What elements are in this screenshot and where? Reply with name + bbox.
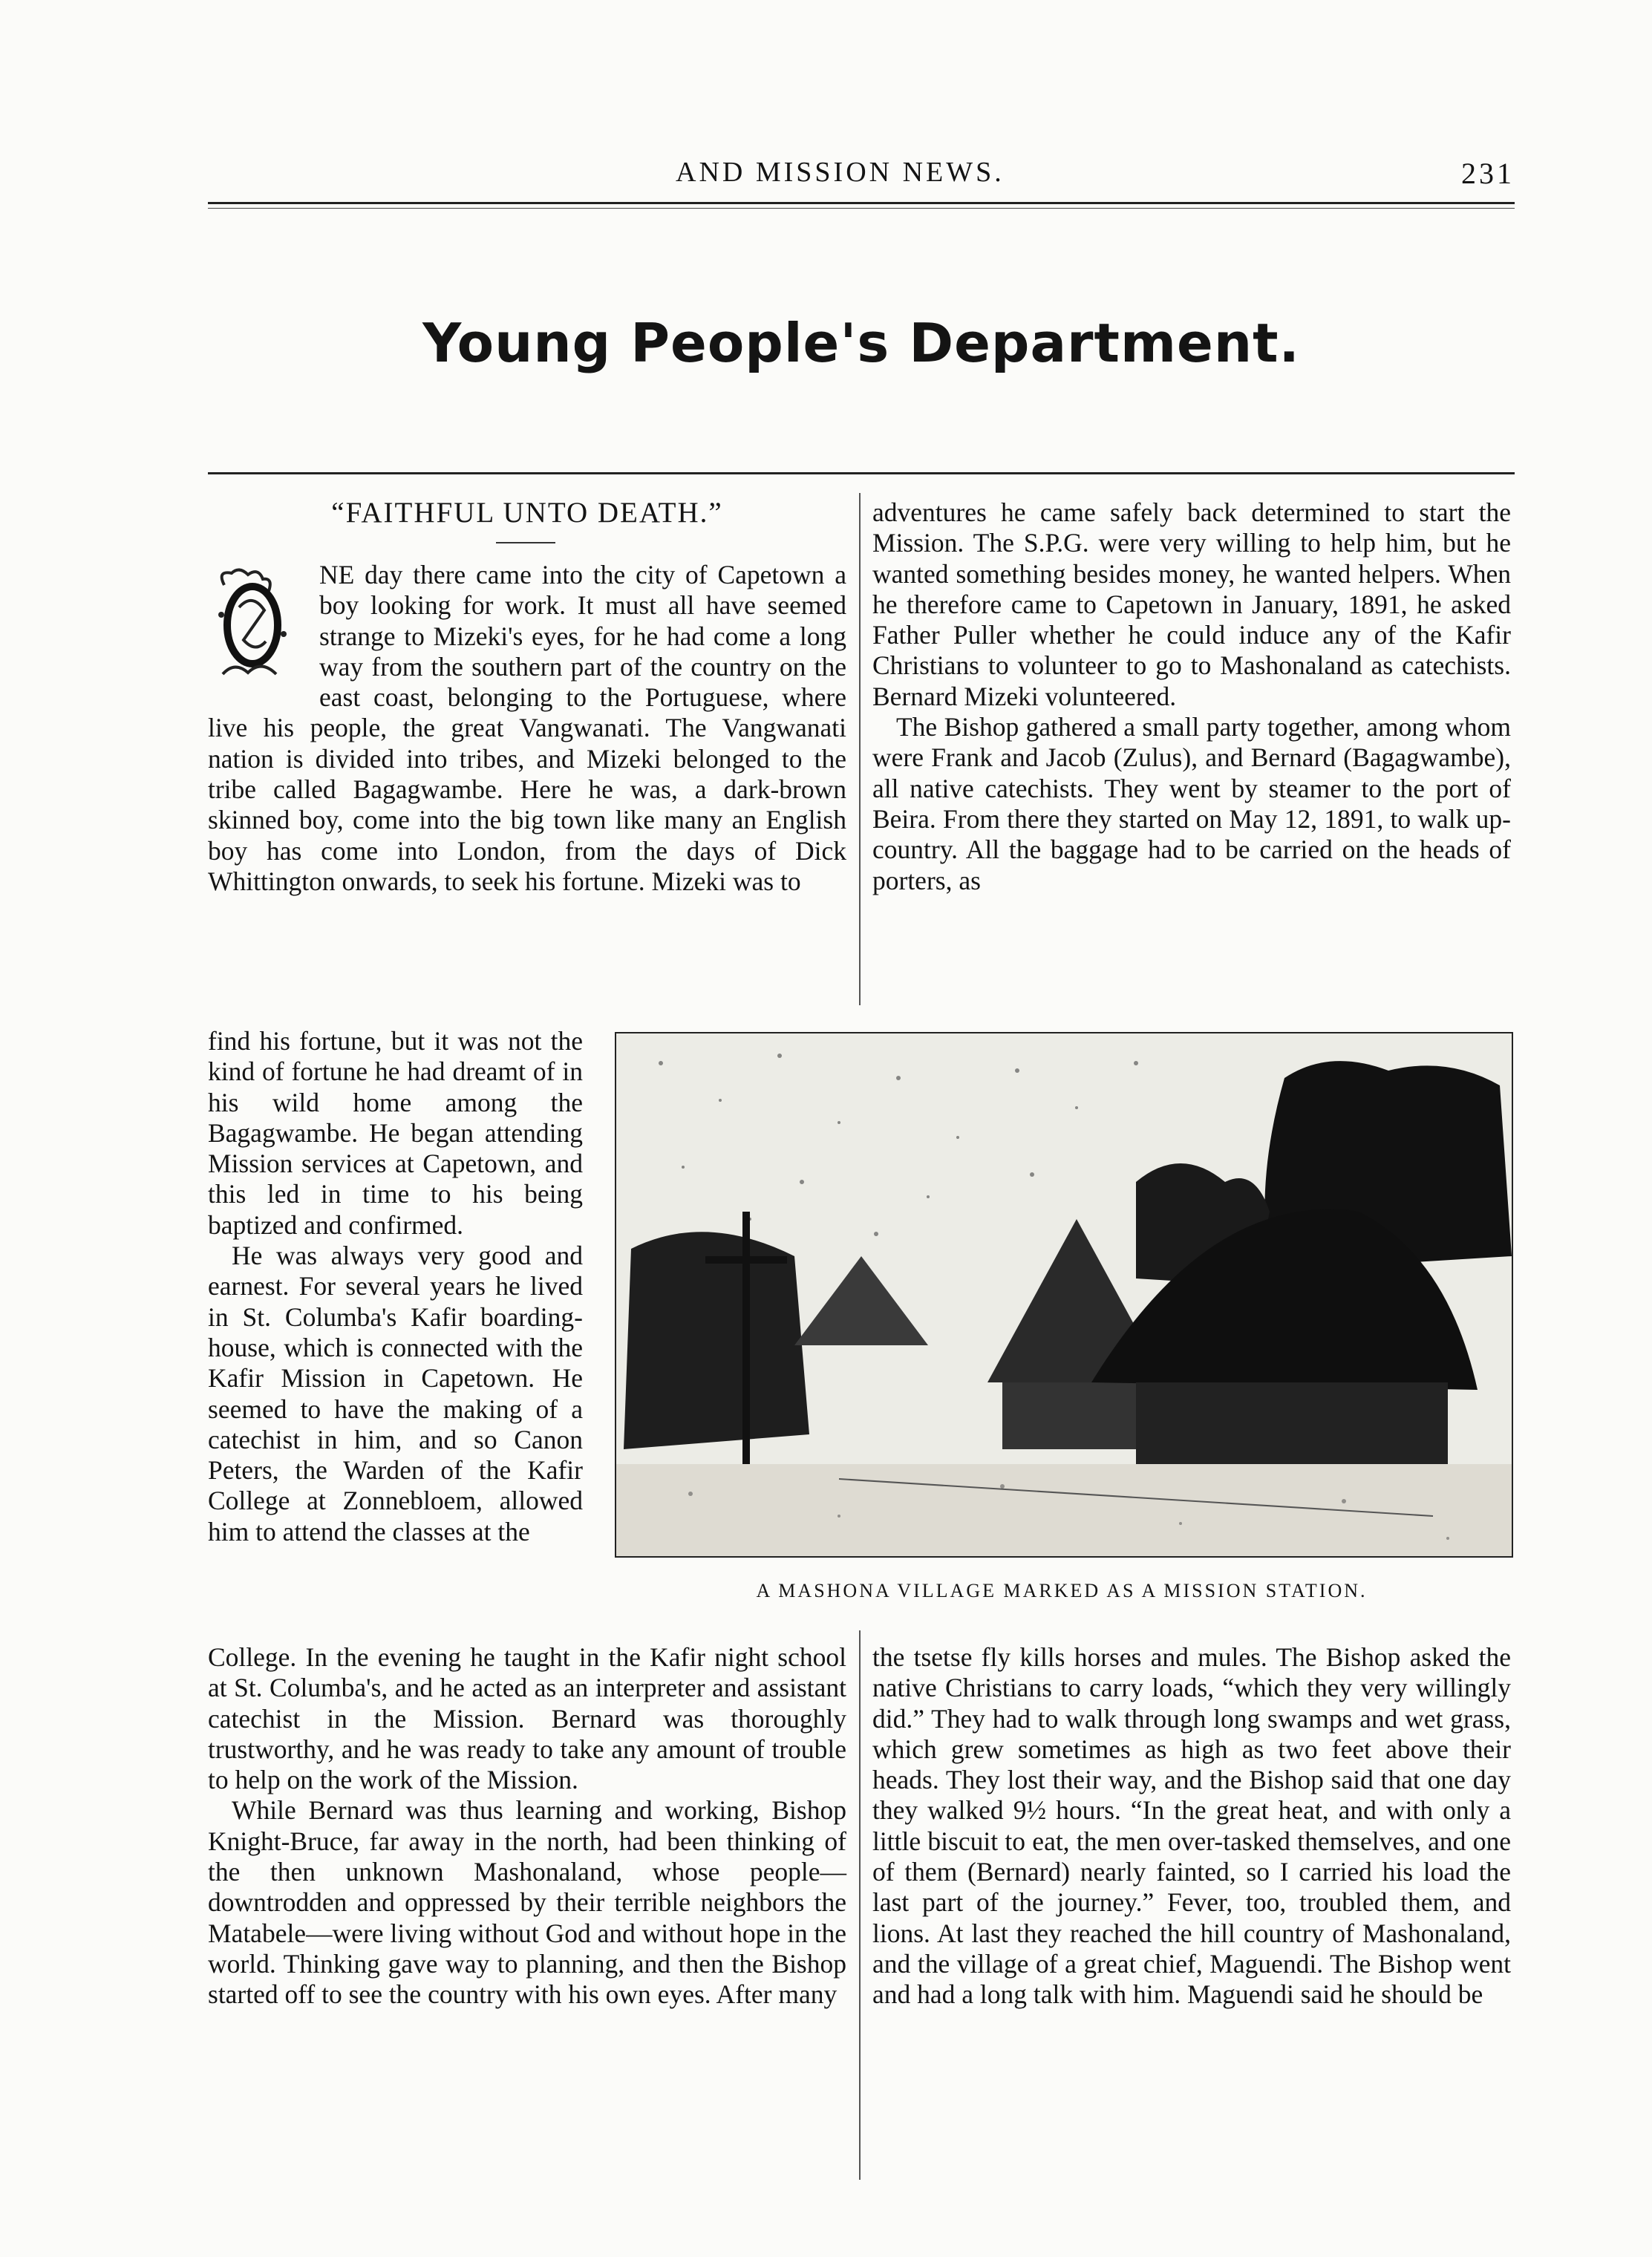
col1-top-text — [208, 560, 846, 897]
running-head — [208, 156, 1515, 200]
village-illustration — [615, 1032, 1513, 1558]
section-rule — [208, 472, 1515, 474]
figure-caption: A MASHONA VILLAGE MARKED AS A MISSION STATION. — [756, 1580, 1368, 1601]
col2-bottom-paragraph: the tsetse fly kills horses and mules. The Bishop asked the native Christians to carry loads, “which they very willingly did.” They had to walk through long swamps and wet grass, which grew sometimes as high as two feet above their heads. They lost their way, and the Bishop said that one day they walked 9½ hours. “In the great heat, and with only a little biscuit to eat, the men over-tasked themselves, and one of them (Bernard) nearly fainted, so I carried his load the last part of the journey.” Fever, too, troubled them, and lions. At last they reached the hill country of Mashonaland, and the village of a great chief, Maguendi. The Bishop went and had a long talk with him. Maguendi said he should be — [872, 1642, 1511, 2010]
header-rule — [208, 202, 1515, 204]
col1-bottom-paragraph-2: While Bernard was thus learning and working, Bishop Knight-Bruce, far away in the north, had been thinking of the then unknown Mashonaland, whose people—downtrodden and oppressed by their terrible neighbors the Matabele—were living without God and without hope in the world. Thinking gave way to planning, and then the Bishop started off to see the country with his own eyes. After many — [208, 1795, 846, 2010]
col2-bottom-text — [872, 1642, 1511, 2011]
page-number: 231 — [1461, 157, 1515, 190]
col1-top-paragraph: NE day there came into the city of Capetown a boy looking for work. It must all have seemed strange to Mizeki's eyes, for he had come a long way from the southern part of the country on the east coast, belonging to the Portuguese, where live his people, the great Vangwanati. The Vangwanati nation is divided into tribes, and Mizeki belonged to the tribe called Bagagwambe. Here he was, a dark-brown skinned boy, come into the big town like many an English boy has come into London, from the days of Dick Whittington onwards, to seek his fortune. Mizeki was to — [208, 560, 846, 896]
col2-top-text — [872, 497, 1511, 896]
section-title: Young People's Department. — [422, 312, 1300, 374]
article-title: “FAITHFUL UNTO DEATH.” — [331, 497, 723, 529]
title-dash — [496, 542, 555, 543]
column-divider-top — [859, 493, 861, 1005]
col1-narrow-paragraph-1: find his fortune, but it was not the kind of fortune he had dreamt of in his wild home among the Bagagwambe. He began attending Mission services at Capetown, and this led in time to his being baptized and confirmed. — [208, 1026, 583, 1240]
col1-narrow-paragraph-2: He was always very good and earnest. For several years he lived in St. Columba's Kafir boarding-house, which is connected with the Kafir Mission in Capetown. He seemed to have the making of a catechist in him, and so Canon Peters, the Warden of the Kafir College at Zonnebloem, allowed him to attend the classes at the — [208, 1241, 583, 1546]
running-title: AND MISSION NEWS. — [676, 157, 1005, 188]
header-rule-thin — [208, 208, 1515, 209]
column-divider-bottom — [859, 1630, 861, 2180]
col1-bottom-text — [208, 1642, 846, 2011]
col1-narrow-text — [208, 1026, 583, 1547]
col1-bottom-paragraph-1: College. In the evening he taught in the Kafir night school at St. Columba's, and he acted as an interpreter and assistant catechist in the Mission. Bernard was thoroughly trustworthy, and he was ready to take any amount of trouble to help on the work of the Mission. — [208, 1642, 846, 1795]
col2-top-paragraph-2: The Bishop gathered a small party together, among whom were Frank and Jacob (Zulus), and Bernard (Bagagwambe), all native catechists. They went by steamer to the port of Beira. From there they started on May 12, 1891, to walk up-country. All the baggage had to be carried on the heads of porters, as — [872, 712, 1511, 895]
col2-top-paragraph-1: adventures he came safely back determined to start the Mission. The S.P.G. were very willing to help him, but he wanted something besides money, he wanted helpers. When he therefore came to Capetown in January, 1891, he asked Father Puller whether he could induce any of the Kafir Christians to volunteer to go to Mashonaland as catechists. Bernard Mizeki volunteered. — [872, 497, 1511, 711]
